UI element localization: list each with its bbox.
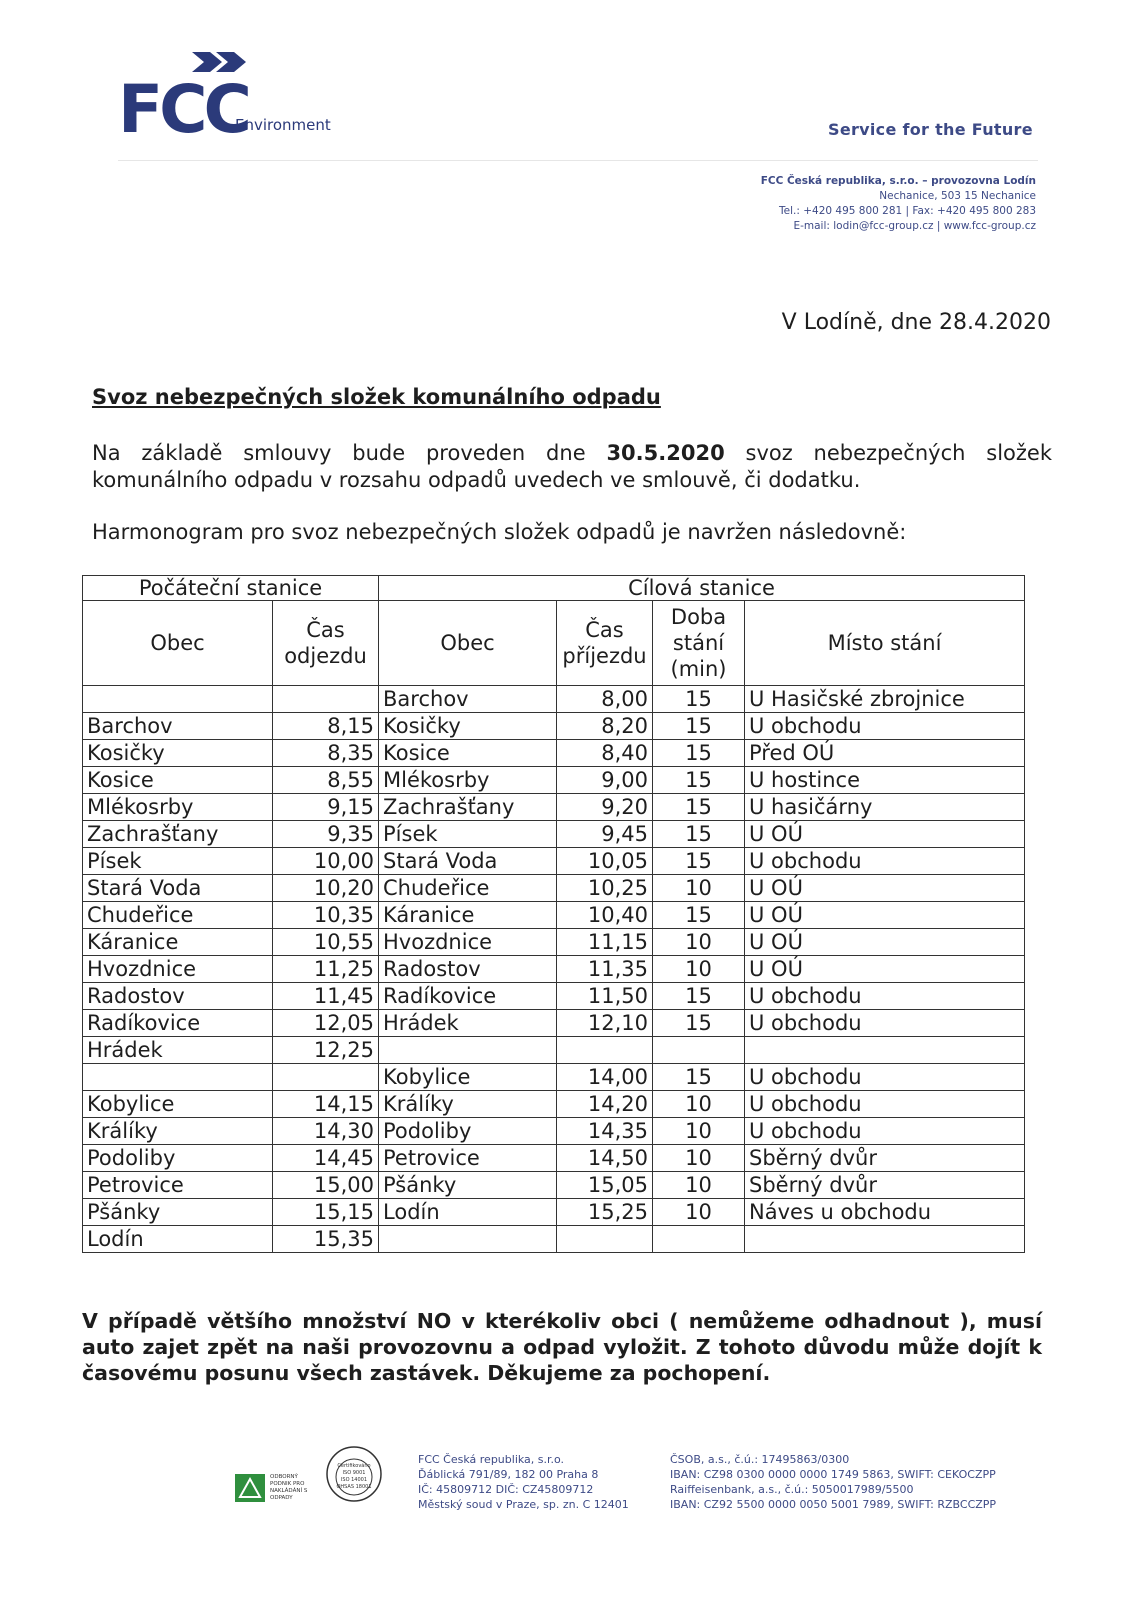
certification-seal <box>325 1445 383 1503</box>
stop-duration-cell <box>653 1226 745 1253</box>
arrival-time-cell <box>557 1226 653 1253</box>
phone-line: Tel.: +420 495 800 281 | Fax: +420 495 800 283 <box>779 205 1036 217</box>
table-row <box>83 1064 1025 1091</box>
departure-time-cell: 14,15 <box>273 1091 379 1118</box>
start-obec-cell: Kosice <box>83 767 273 794</box>
group-start-station: Počáteční stanice <box>83 576 379 601</box>
end-obec-cell: Králíky <box>379 1091 557 1118</box>
stop-place-cell: U obchodu <box>745 713 1025 740</box>
arrival-time-cell: 15,05 <box>557 1172 653 1199</box>
start-obec-cell: Radíkovice <box>83 1010 273 1037</box>
stop-place-cell: U obchodu <box>745 848 1025 875</box>
stop-place-cell: U hostince <box>745 767 1025 794</box>
logo-subtitle: Environment <box>235 116 331 134</box>
stop-place-cell: U hasičárny <box>745 794 1025 821</box>
arrival-time-cell: 8,00 <box>557 686 653 713</box>
arrival-time-cell: 14,00 <box>557 1064 653 1091</box>
stop-place-cell: Náves u obchodu <box>745 1199 1025 1226</box>
stop-duration-cell <box>653 1037 745 1064</box>
end-obec-cell: Písek <box>379 821 557 848</box>
departure-time-cell: 10,00 <box>273 848 379 875</box>
letter-heading: Svoz nebezpečných složek komunálního odpadu <box>92 385 661 409</box>
stop-place-cell: U obchodu <box>745 1091 1025 1118</box>
end-obec-cell: Stará Voda <box>379 848 557 875</box>
start-obec-cell: Podoliby <box>83 1145 273 1172</box>
footer-bank-info: ČSOB, a.s., č.ú.: 17495863/0300 IBAN: CZ98 0300 0000 0000 1749 5863, SWIFT: CEKOCZPP Raiffeisenbank, a.s., č.ú.: 5050017989/5500 IBAN: CZ92 5500 0000 0050 5001 7989, SWIFT: RZBCCZPP <box>670 1453 997 1511</box>
stop-duration-cell: 10 <box>653 875 745 902</box>
start-obec-cell: Kosičky <box>83 740 273 767</box>
header-divider <box>118 160 1038 161</box>
table-row <box>83 929 1025 956</box>
letter-paragraph: Na základě smlouvy bude proveden dne 30.5.2020 svoz nebezpečných složek komunálního odpadu v rozsahu odpadů uvedech ve smlouvě, či dodatku. <box>92 441 1052 492</box>
svg-text:FCC: FCC <box>118 71 248 146</box>
departure-time-cell: 8,15 <box>273 713 379 740</box>
end-obec-cell: Lodín <box>379 1199 557 1226</box>
col-header-doba: Doba stání (min) <box>653 601 745 686</box>
table-row <box>83 686 1025 713</box>
stop-place-cell: Sběrný dvůr <box>745 1145 1025 1172</box>
end-obec-cell: Mlékosrby <box>379 767 557 794</box>
end-obec-cell <box>379 1226 557 1253</box>
stop-place-cell: U obchodu <box>745 983 1025 1010</box>
end-obec-cell: Hrádek <box>379 1010 557 1037</box>
stop-duration-cell: 10 <box>653 1091 745 1118</box>
arrival-time-cell: 9,45 <box>557 821 653 848</box>
departure-time-cell: 12,05 <box>273 1010 379 1037</box>
address-line: Nechanice, 503 15 Nechanice <box>879 190 1036 202</box>
start-obec-cell: Hvozdnice <box>83 956 273 983</box>
table-row <box>83 1118 1025 1145</box>
stop-place-cell <box>745 1226 1025 1253</box>
stop-duration-cell: 15 <box>653 848 745 875</box>
stop-duration-cell: 10 <box>653 1199 745 1226</box>
end-obec-cell: Zachrašťany <box>379 794 557 821</box>
arrival-time-cell: 11,50 <box>557 983 653 1010</box>
departure-time-cell: 10,35 <box>273 902 379 929</box>
departure-time-cell: 9,35 <box>273 821 379 848</box>
arrival-time-cell: 10,05 <box>557 848 653 875</box>
stop-duration-cell: 15 <box>653 740 745 767</box>
table-row <box>83 848 1025 875</box>
stop-duration-cell: 15 <box>653 713 745 740</box>
start-obec-cell <box>83 1064 273 1091</box>
end-obec-cell: Radostov <box>379 956 557 983</box>
table-row <box>83 1199 1025 1226</box>
end-obec-cell: Kosice <box>379 740 557 767</box>
start-obec-cell: Písek <box>83 848 273 875</box>
stop-duration-cell: 10 <box>653 1118 745 1145</box>
stop-place-cell: U OÚ <box>745 902 1025 929</box>
end-obec-cell: Podoliby <box>379 1118 557 1145</box>
start-obec-cell: Stará Voda <box>83 875 273 902</box>
start-obec-cell: Chudeřice <box>83 902 273 929</box>
table-row <box>83 1037 1025 1064</box>
start-obec-cell: Radostov <box>83 983 273 1010</box>
fcc-environment-logo <box>118 46 358 146</box>
waste-company-logo-text: ODBORNÝ PODNIK PRO NAKLÁDÁNÍ S ODPADY <box>270 1474 308 1501</box>
col-header-obec-cil: Obec <box>379 601 557 686</box>
end-obec-cell: Pšánky <box>379 1172 557 1199</box>
departure-time-cell <box>273 1064 379 1091</box>
closing-note: V případě většího množství NO v kterékoliv obci ( nemůžeme odhadnout ), musí auto zajet zpět na naši provozovnu a odpad vyložit. Z tohoto důvodu může dojít k časovému posunu všech zastávek. Děkujeme za pochopení. <box>82 1309 1042 1385</box>
end-obec-cell: Radíkovice <box>379 983 557 1010</box>
stop-place-cell: U OÚ <box>745 821 1025 848</box>
table-row <box>83 1145 1025 1172</box>
departure-time-cell: 10,55 <box>273 929 379 956</box>
start-obec-cell: Hrádek <box>83 1037 273 1064</box>
arrival-time-cell: 8,40 <box>557 740 653 767</box>
start-obec-cell: Lodín <box>83 1226 273 1253</box>
departure-time-cell: 15,15 <box>273 1199 379 1226</box>
table-row <box>83 1226 1025 1253</box>
table-row <box>83 767 1025 794</box>
stop-place-cell: U obchodu <box>745 1064 1025 1091</box>
start-obec-cell: Zachrašťany <box>83 821 273 848</box>
table-row <box>83 1010 1025 1037</box>
waste-company-logo <box>235 1474 265 1502</box>
stop-duration-cell: 10 <box>653 1145 745 1172</box>
arrival-time-cell: 15,25 <box>557 1199 653 1226</box>
table-row <box>83 713 1025 740</box>
arrival-time-cell: 12,10 <box>557 1010 653 1037</box>
departure-time-cell <box>273 686 379 713</box>
svg-text:CertifikovánoISO 9001ISO 14001: Certifikováno ISO 9001 ISO 14001 OHSAS 18001 <box>336 1463 372 1490</box>
end-obec-cell: Barchov <box>379 686 557 713</box>
stop-place-cell: Před OÚ <box>745 740 1025 767</box>
departure-time-cell: 8,35 <box>273 740 379 767</box>
departure-time-cell: 12,25 <box>273 1037 379 1064</box>
table-row <box>83 1172 1025 1199</box>
departure-time-cell: 14,45 <box>273 1145 379 1172</box>
footer-company-info: FCC Česká republika, s.r.o. Ďáblická 791/89, 182 00 Praha 8 IČ: 45809712 DIČ: CZ45809712 Městský soud v Praze, sp. zn. C 12401 <box>418 1453 629 1511</box>
stop-duration-cell: 15 <box>653 821 745 848</box>
schedule-intro: Harmonogram pro svoz nebezpečných složek odpadů je navržen následovně: <box>92 520 907 544</box>
table-row <box>83 875 1025 902</box>
end-obec-cell: Kosičky <box>379 713 557 740</box>
arrival-time-cell: 11,35 <box>557 956 653 983</box>
company-line: FCC Česká republika, s.r.o. – provozovna Lodín <box>760 175 1036 187</box>
arrival-time-cell: 14,20 <box>557 1091 653 1118</box>
departure-time-cell: 14,30 <box>273 1118 379 1145</box>
stop-duration-cell: 15 <box>653 983 745 1010</box>
departure-time-cell: 11,45 <box>273 983 379 1010</box>
start-obec-cell: Káranice <box>83 929 273 956</box>
arrival-time-cell: 14,35 <box>557 1118 653 1145</box>
table-row <box>83 983 1025 1010</box>
arrival-time-cell: 14,50 <box>557 1145 653 1172</box>
stop-place-cell: U OÚ <box>745 956 1025 983</box>
stop-duration-cell: 10 <box>653 929 745 956</box>
stop-duration-cell: 10 <box>653 1172 745 1199</box>
stop-duration-cell: 15 <box>653 767 745 794</box>
stop-place-cell: U Hasičské zbrojnice <box>745 686 1025 713</box>
table-row <box>83 794 1025 821</box>
col-header-obec: Obec <box>83 601 273 686</box>
stop-duration-cell: 15 <box>653 1010 745 1037</box>
departure-time-cell: 11,25 <box>273 956 379 983</box>
stop-place-cell: U obchodu <box>745 1010 1025 1037</box>
arrival-time-cell: 9,20 <box>557 794 653 821</box>
schedule-table <box>82 575 1025 1253</box>
start-obec-cell: Petrovice <box>83 1172 273 1199</box>
col-header-odjezd: Čas odjezdu <box>273 601 379 686</box>
departure-time-cell: 9,15 <box>273 794 379 821</box>
end-obec-cell <box>379 1037 557 1064</box>
arrival-time-cell: 8,20 <box>557 713 653 740</box>
col-header-misto: Místo stání <box>745 601 1025 686</box>
table-row <box>83 740 1025 767</box>
col-header-prijezd: Čas příjezdu <box>557 601 653 686</box>
end-obec-cell: Kobylice <box>379 1064 557 1091</box>
start-obec-cell: Kobylice <box>83 1091 273 1118</box>
end-obec-cell: Petrovice <box>379 1145 557 1172</box>
table-row <box>83 956 1025 983</box>
collection-date: 30.5.2020 <box>606 441 725 465</box>
departure-time-cell: 15,00 <box>273 1172 379 1199</box>
end-obec-cell: Chudeřice <box>379 875 557 902</box>
stop-place-cell <box>745 1037 1025 1064</box>
table-row <box>83 821 1025 848</box>
stop-place-cell: U obchodu <box>745 1118 1025 1145</box>
departure-time-cell: 15,35 <box>273 1226 379 1253</box>
arrival-time-cell: 9,00 <box>557 767 653 794</box>
start-obec-cell <box>83 686 273 713</box>
arrival-time-cell: 10,25 <box>557 875 653 902</box>
stop-place-cell: U OÚ <box>745 875 1025 902</box>
stop-duration-cell: 15 <box>653 686 745 713</box>
table-row <box>83 902 1025 929</box>
letter-date: V Lodíně, dne 28.4.2020 <box>781 310 1051 335</box>
start-obec-cell: Barchov <box>83 713 273 740</box>
stop-duration-cell: 15 <box>653 902 745 929</box>
start-obec-cell: Mlékosrby <box>83 794 273 821</box>
arrival-time-cell: 10,40 <box>557 902 653 929</box>
arrival-time-cell: 11,15 <box>557 929 653 956</box>
group-end-station: Cílová stanice <box>379 576 1025 601</box>
slogan: Service for the Future <box>828 120 1033 139</box>
table-row <box>83 1091 1025 1118</box>
stop-duration-cell: 15 <box>653 794 745 821</box>
start-obec-cell: Pšánky <box>83 1199 273 1226</box>
stop-duration-cell: 10 <box>653 956 745 983</box>
departure-time-cell: 10,20 <box>273 875 379 902</box>
stop-duration-cell: 15 <box>653 1064 745 1091</box>
stop-place-cell: Sběrný dvůr <box>745 1172 1025 1199</box>
start-obec-cell: Králíky <box>83 1118 273 1145</box>
email-line: E-mail: lodin@fcc-group.cz | www.fcc-group.cz <box>793 220 1036 232</box>
end-obec-cell: Káranice <box>379 902 557 929</box>
departure-time-cell: 8,55 <box>273 767 379 794</box>
end-obec-cell: Hvozdnice <box>379 929 557 956</box>
arrival-time-cell <box>557 1037 653 1064</box>
stop-place-cell: U OÚ <box>745 929 1025 956</box>
